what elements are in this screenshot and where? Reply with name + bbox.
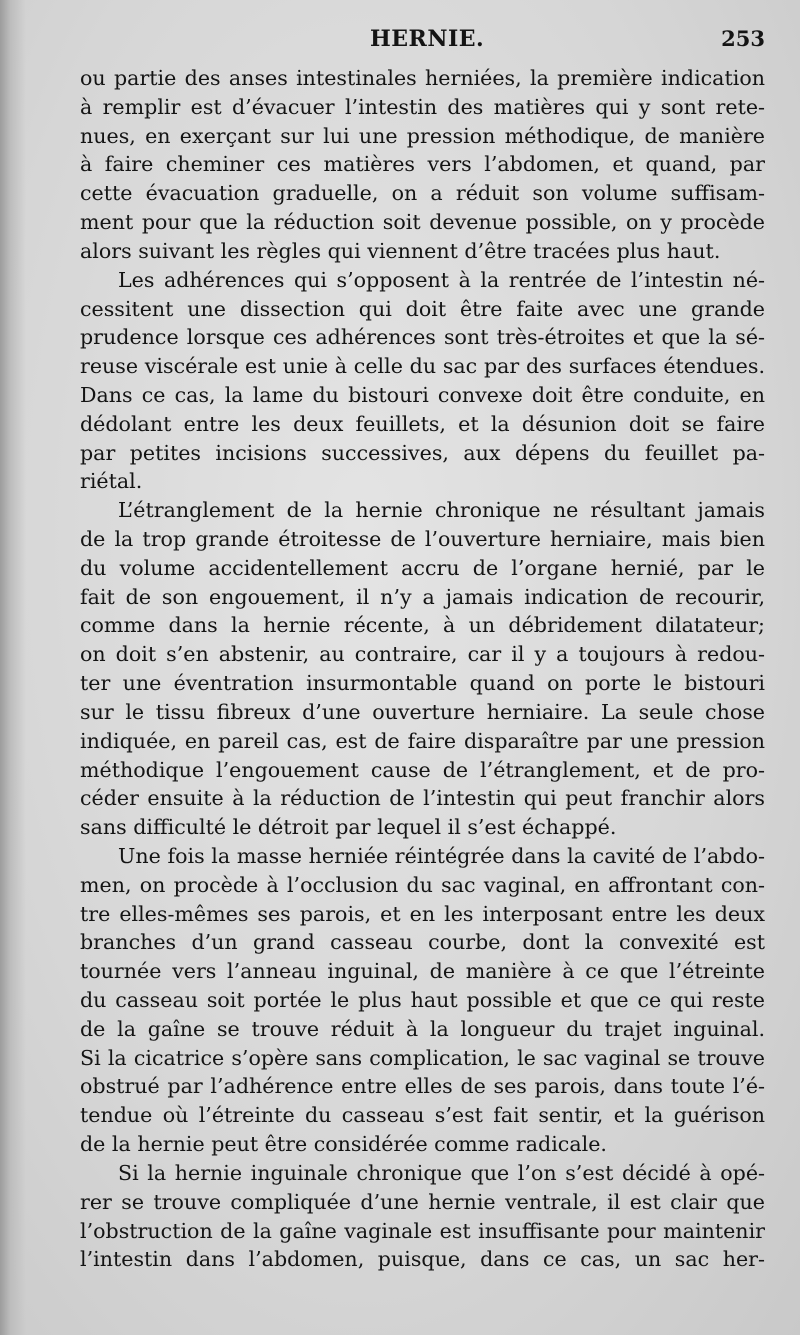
text-line: Si la hernie inguinale chronique que l’on s’est décidé à opé-: [118, 1160, 765, 1185]
text-line: méthodique l’engouement cause de l’étranglement, et de pro-: [80, 757, 765, 782]
text-line: riétal.: [80, 469, 143, 494]
text-line: ter une éventration insurmontable quand on porte le bistouri: [80, 671, 765, 696]
text-line: branches d’un grand casseau courbe, dont la convexité est: [80, 930, 765, 955]
text-line: l’intestin dans l’abdomen, puisque, dans ce cas, un sac her-: [80, 1247, 765, 1272]
text-line: alors suivant les règles qui viennent d’être tracées plus haut.: [80, 238, 721, 263]
page-header: [80, 26, 765, 60]
text-line: du casseau soit portée le plus haut possible et que ce qui reste: [80, 988, 765, 1012]
text-line: reuse viscérale est unie à celle du sac par des surfaces étendues.: [80, 354, 765, 379]
text-line: tre elles-mêmes ses parois, et en les interposant entre les deux: [80, 901, 765, 926]
running-title: HERNIE.: [370, 26, 485, 52]
text-line: men, on procède à l’occlusion du sac vaginal, en affrontant con-: [80, 872, 765, 897]
text-line: L’étranglement de la hernie chronique ne résultant jamais: [118, 498, 765, 523]
body-text: [80, 64, 765, 1274]
text-line: à faire cheminer ces matières vers l’abdomen, et quand, par: [80, 152, 765, 177]
text-line: Les adhérences qui s’opposent à la rentrée de l’intestin né-: [118, 267, 765, 292]
text-line: sur le tissu fibreux d’une ouverture herniaire. La seule chose: [80, 699, 765, 724]
binding-shadow: [0, 0, 26, 1335]
text-line: ment pour que la réduction soit devenue possible, on y procède: [80, 210, 765, 235]
text-line: céder ensuite à la réduction de l’intestin qui peut franchir alors: [80, 786, 765, 811]
text-line: Une fois la masse herniée réintégrée dans la cavité de l’abdo-: [118, 843, 765, 868]
text-line: Si la cicatrice s’opère sans complication, le sac vaginal se trouve: [80, 1045, 765, 1070]
text-line: indiquée, en pareil cas, est de faire disparaître par une pression: [80, 728, 765, 753]
text-line: tournée vers l’anneau inguinal, de manière à ce que l’étreinte: [80, 959, 765, 984]
text-line: cette évacuation graduelle, on a réduit son volume suffisam-: [80, 181, 765, 206]
text-line: par petites incisions successives, aux dépens du feuillet pa-: [80, 440, 765, 465]
text-line: de la hernie peut être considérée comme radicale.: [80, 1132, 607, 1157]
text-line: sans difficulté le détroit par lequel il s’est échappé.: [80, 815, 617, 840]
text-line: du volume accidentellement accru de l’organe hernié, par le: [80, 555, 765, 580]
text-line: obstrué par l’adhérence entre elles de ses parois, dans toute l’é-: [80, 1074, 765, 1099]
text-line: à remplir est d’évacuer l’intestin des matières qui y sont rete-: [80, 94, 765, 119]
text-line: nues, en exerçant sur lui une pression méthodique, de manière: [80, 123, 765, 148]
text-line: fait de son engouement, il n’y a jamais indication de recourir,: [80, 584, 765, 609]
text-line: de la gaîne se trouve réduit à la longueur du trajet inguinal.: [80, 1016, 765, 1041]
text-line: de la trop grande étroitesse de l’ouverture herniaire, mais bien: [80, 527, 765, 551]
text-line: dédolant entre les deux feuillets, et la désunion doit se faire: [80, 411, 765, 436]
text-line: cessitent une dissection qui doit être faite avec une grande: [80, 296, 765, 321]
text-line: comme dans la hernie récente, à un débridement dilatateur;: [80, 613, 765, 638]
text-line: on doit s’en abstenir, au contraire, car il y a toujours à redou-: [80, 642, 765, 667]
text-line: rer se trouve compliquée d’une hernie ventrale, il est clair que: [80, 1189, 765, 1214]
text-line: ou partie des anses intestinales herniées, la première indication: [80, 66, 765, 90]
text-line: Dans ce cas, la lame du bistouri convexe doit être conduite, en: [80, 382, 765, 407]
text-line: prudence lorsque ces adhérences sont très-étroites et que la sé-: [80, 325, 765, 350]
text-line: l’obstruction de la gaîne vaginale est insuffisante pour maintenir: [80, 1218, 765, 1243]
text-line: tendue où l’étreinte du casseau s’est fait sentir, et la guérison: [80, 1103, 765, 1128]
page-number: 253: [721, 26, 765, 51]
